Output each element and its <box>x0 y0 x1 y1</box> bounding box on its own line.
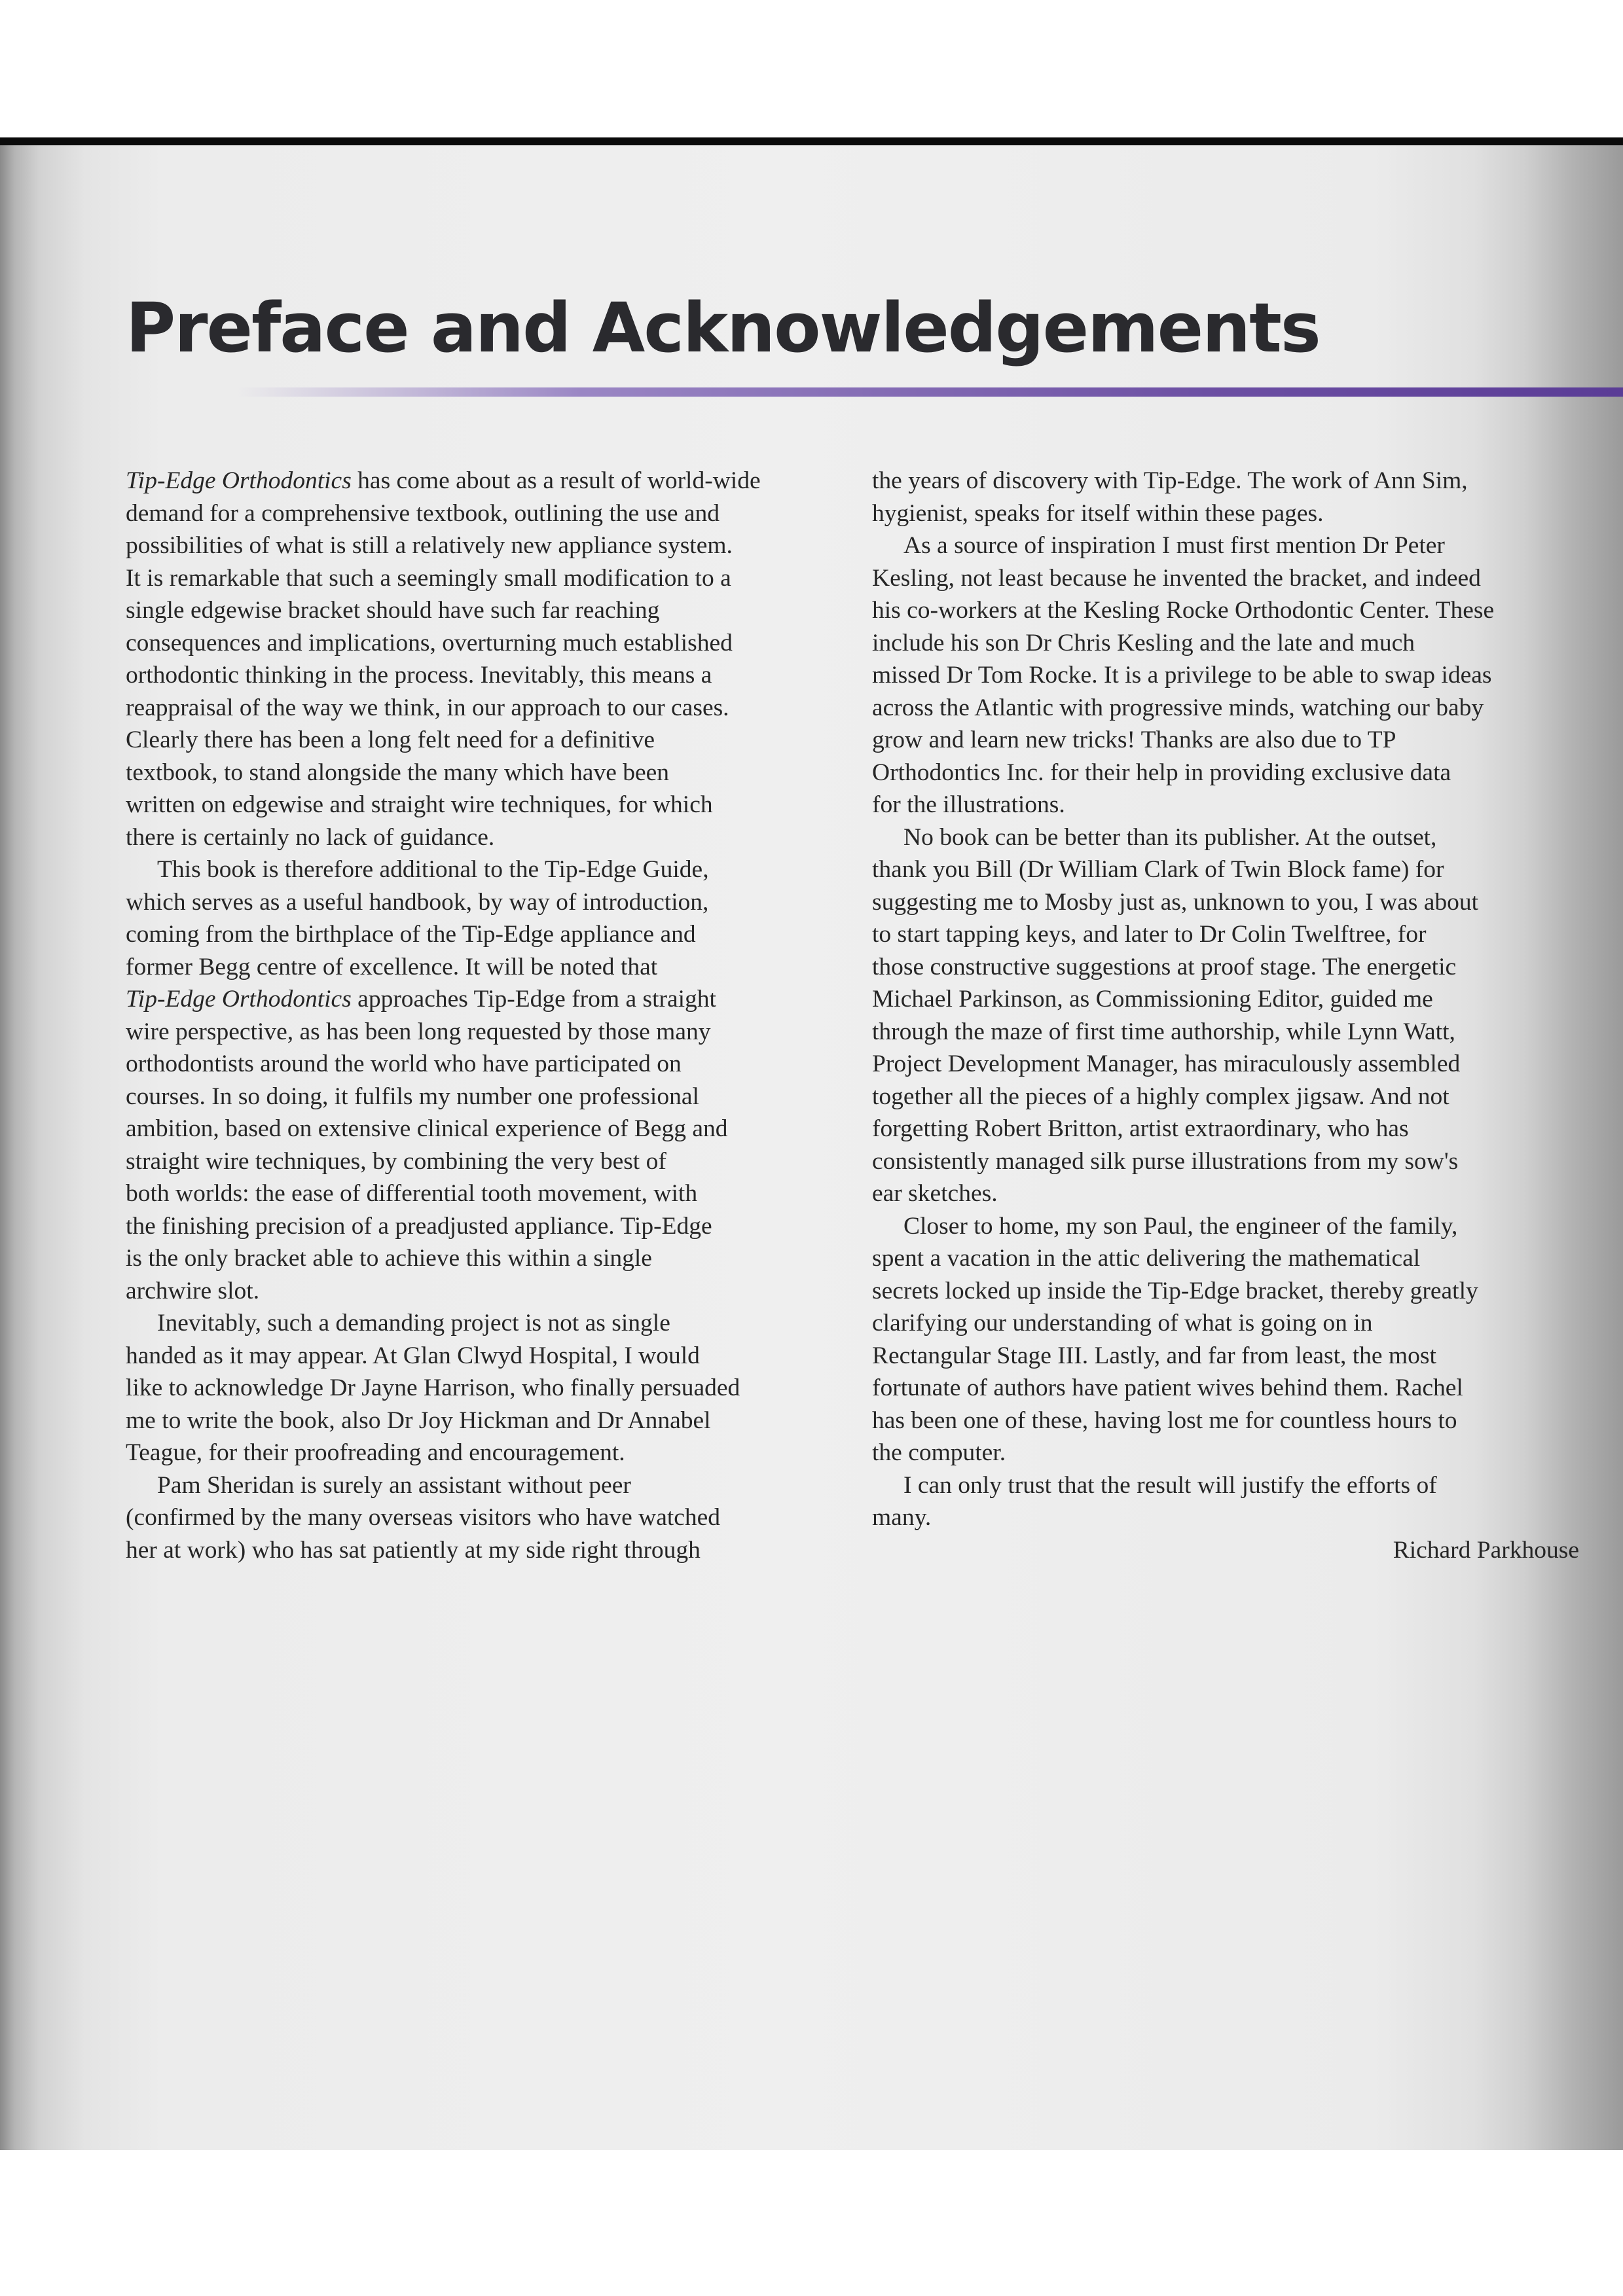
text-line: like to acknowledge Dr Jayne Harrison, who finally persuaded <box>126 1374 740 1401</box>
text-line: Michael Parkinson, as Commissioning Editor, guided me <box>872 986 1433 1013</box>
text-line: As a source of inspiration I must first mention Dr Peter <box>903 532 1445 559</box>
text-line: textbook, to stand alongside the many which have been <box>126 759 669 786</box>
text-line: suggesting me to Mosby just as, unknown to you, I was about <box>872 888 1479 916</box>
text-line: has been one of these, having lost me for countless hours to <box>872 1407 1457 1434</box>
text-line: (confirmed by the many overseas visitors who have watched <box>126 1504 721 1531</box>
text-line: consequences and implications, overturning much established <box>126 629 733 656</box>
text-line: many. <box>872 1504 932 1531</box>
text-line: handed as it may appear. At Glan Clwyd Hospital, I would <box>126 1342 700 1369</box>
text-line: his co-workers at the Kesling Rocke Orthodontic Center. These <box>872 597 1495 624</box>
text-line: include his son Dr Chris Kesling and the late and much <box>872 629 1415 656</box>
text-line: Closer to home, my son Paul, the engineer of the family, <box>903 1212 1458 1240</box>
text-line: I can only trust that the result will justify the efforts of <box>903 1471 1437 1499</box>
text-line: It is remarkable that such a seemingly small modification to a <box>126 564 731 592</box>
text-line: across the Atlantic with progressive minds, watching our baby <box>872 694 1484 721</box>
book-title: Tip-Edge Orthodontics <box>126 467 352 494</box>
text-line: Clearly there has been a long felt need for a definitive <box>126 726 655 753</box>
text-line: me to write the book, also Dr Joy Hickman and Dr Annabel <box>126 1407 711 1434</box>
text-line: consistently managed silk purse illustrations from my sow's <box>872 1147 1459 1175</box>
title-underline <box>236 387 1623 397</box>
text-line: Rectangular Stage III. Lastly, and far from least, the most <box>872 1342 1436 1369</box>
text-line: her at work) who has sat patiently at my side right through <box>126 1536 701 1564</box>
text-line: former Begg centre of excellence. It will be noted that <box>126 953 658 980</box>
text-line: orthodontists around the world who have participated on <box>126 1050 682 1077</box>
text-line: together all the pieces of a highly complex jigsaw. And not <box>872 1083 1450 1110</box>
text-line: to start tapping keys, and later to Dr Colin Twelftree, for <box>872 921 1427 948</box>
text-line: ear sketches. <box>872 1180 998 1207</box>
text-line: missed Dr Tom Rocke. It is a privilege to be able to swap ideas <box>872 662 1492 689</box>
text-line: clarifying our understanding of what is going on in <box>872 1310 1373 1336</box>
text-line: coming from the birthplace of the Tip-Edge appliance and <box>126 921 696 948</box>
text-line: the computer. <box>872 1439 1006 1466</box>
text-line: through the maze of first time authorship, while Lynn Watt, <box>872 1018 1455 1045</box>
text-line: those constructive suggestions at proof stage. The energetic <box>872 953 1457 980</box>
text-line: This book is therefore additional to the Tip-Edge Guide, <box>157 856 709 883</box>
text-line: Tip-Edge Orthodontics approaches Tip-Edge from a straight <box>126 986 716 1013</box>
text-line: is the only bracket able to achieve this within a single <box>126 1245 652 1272</box>
text-line: forgetting Robert Britton, artist extraordinary, who has <box>872 1115 1409 1142</box>
text-line: which serves as a useful handbook, by way of introduction, <box>126 888 709 916</box>
text-line: grow and learn new tricks! Thanks are also due to TP <box>872 726 1396 753</box>
text-line: orthodontic thinking in the process. Inevitably, this means a <box>126 662 712 689</box>
text-line: possibilities of what is still a relatively new appliance system. <box>126 532 733 559</box>
text-line: for the illustrations. <box>872 791 1065 818</box>
text-line: the years of discovery with Tip-Edge. The work of Ann Sim, <box>872 467 1468 494</box>
book-title: Tip-Edge Orthodontics <box>126 986 352 1013</box>
text-column-left <box>126 465 831 1566</box>
text-line: single edgewise bracket should have such far reaching <box>126 597 660 624</box>
text-line: spent a vacation in the attic delivering the mathematical <box>872 1245 1421 1272</box>
text-line: courses. In so doing, it fulfils my number one professional <box>126 1083 699 1110</box>
text-line: written on edgewise and straight wire techniques, for which <box>126 791 713 818</box>
text-line: there is certainly no lack of guidance. <box>126 823 495 851</box>
page-title: Preface and Acknowledgements <box>126 288 1320 368</box>
text-line: thank you Bill (Dr William Clark of Twin Block fame) for <box>872 856 1444 883</box>
text-column-right <box>872 465 1579 1566</box>
text-line: wire perspective, as has been long requested by those many <box>126 1018 711 1045</box>
text-line: No book can be better than its publisher. At the outset, <box>903 823 1437 851</box>
text-line: ambition, based on extensive clinical experience of Begg and <box>126 1115 728 1142</box>
text-line: archwire slot. <box>126 1277 260 1304</box>
text-line: hygienist, speaks for itself within these pages. <box>872 499 1324 527</box>
text-line: Teague, for their proofreading and encouragement. <box>126 1439 625 1466</box>
text-line: both worlds: the ease of differential tooth movement, with <box>126 1180 698 1207</box>
text-line: demand for a comprehensive textbook, outlining the use and <box>126 499 720 527</box>
text-line: reappraisal of the way we think, in our approach to our cases. <box>126 694 729 721</box>
top-edge-rule <box>0 137 1623 145</box>
text-line: straight wire techniques, by combining the very best of <box>126 1147 666 1175</box>
text-line: Project Development Manager, has miraculously assembled <box>872 1050 1461 1077</box>
text-line: fortunate of authors have patient wives behind them. Rachel <box>872 1374 1463 1401</box>
text-line: Orthodontics Inc. for their help in providing exclusive data <box>872 759 1451 786</box>
author-signature: Richard Parkhouse <box>1393 1536 1579 1564</box>
text-line: Kesling, not least because he invented the bracket, and indeed <box>872 564 1481 592</box>
text-line: Tip-Edge Orthodontics has come about as a result of world-wide <box>126 467 761 494</box>
text-line: Pam Sheridan is surely an assistant without peer <box>157 1471 631 1499</box>
text-line: Inevitably, such a demanding project is not as single <box>157 1310 670 1336</box>
text-line: the finishing precision of a preadjusted appliance. Tip-Edge <box>126 1212 712 1240</box>
text-line: secrets locked up inside the Tip-Edge bracket, thereby greatly <box>872 1277 1478 1304</box>
